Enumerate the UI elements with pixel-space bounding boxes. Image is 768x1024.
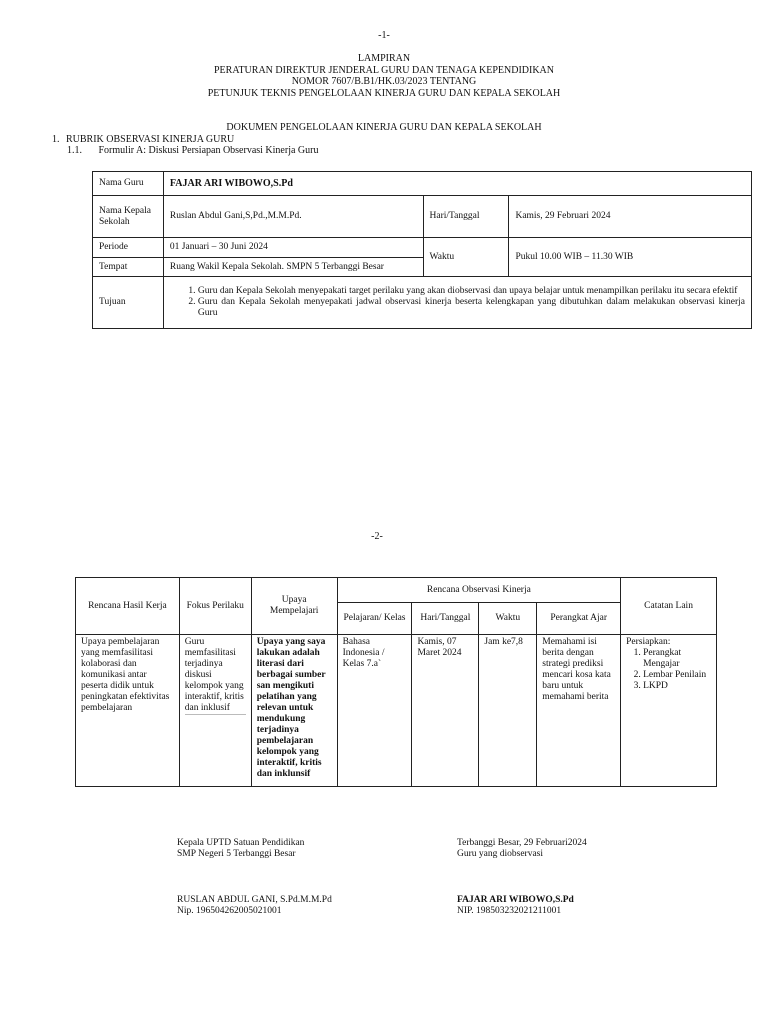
hari-tanggal-label: Hari/Tanggal: [423, 196, 509, 238]
periode-label: Periode: [93, 238, 164, 258]
cell-rencana-hasil: Upaya pembelajaran yang memfasilitasi kolaborasi dan komunikasi antar peserta didik untuk peningkatan efektivitas pembelajaran: [76, 635, 180, 787]
regulation-line-2: NOMOR 7607/B.B1/HK.03/2023 TENTANG: [291, 76, 477, 87]
cell-perangkat: Memahami isi berita dengan strategi prediksi mencari kosa kata baru untuk memahami berita: [537, 635, 621, 787]
tujuan-value: [163, 277, 751, 329]
row-tujuan: [93, 277, 752, 329]
left-title-line-2: SMP Negeri 5 Terbanggi Besar: [177, 849, 296, 859]
tujuan-item: 1. Guru dan Kepala Sekolah menyepakati target perilaku yang akan diobservasi dan upaya belajar untuk menampilkan perilaku itu secara efektif: [198, 286, 745, 297]
document-title: DOKUMEN PENGELOLAAN KINERJA GURU DAN KEPALA SEKOLAH: [226, 122, 542, 133]
cell-pelajaran: Bahasa Indonesia / Kelas 7.a`: [337, 635, 412, 787]
section-heading: [52, 134, 234, 146]
tempat-label: Tempat: [93, 258, 164, 277]
page-number-2: -2-: [371, 531, 383, 542]
header-fokus-perilaku: Fokus Perilaku: [179, 578, 251, 635]
header-pelajaran: Pelajaran/ Kelas: [337, 603, 412, 635]
signature-left-name-block: [177, 895, 332, 917]
left-signer-nip: Nip. 196504262005021001: [177, 906, 282, 916]
regulation-line-1: PERATURAN DIREKTUR JENDERAL GURU DAN TENAGA KEPENDIDIKAN: [214, 64, 554, 76]
observasi-plan-table: [75, 577, 717, 787]
signature-right-name-block: [457, 895, 574, 917]
catatan-item: 3. LKPD: [643, 681, 711, 692]
tujuan-list: [170, 286, 745, 319]
nama-guru-label: Nama Guru: [93, 172, 164, 196]
subsection-heading: [67, 145, 318, 157]
section-title: RUBRIK OBSERVASI KINERJA GURU: [66, 134, 235, 145]
signature-right-title: [457, 838, 587, 860]
catatan-item: 1. Perangkat Mengajar: [643, 648, 711, 670]
formulir-a-table: [92, 171, 752, 329]
lampiran-label: LAMPIRAN: [357, 53, 411, 64]
cell-fokus-perilaku: [179, 635, 251, 787]
tujuan-label: Tujuan: [93, 277, 164, 329]
signature-left-title: [177, 838, 304, 860]
subsection-number: 1.1.: [67, 145, 82, 156]
header-hari: Hari/Tanggal: [412, 603, 479, 635]
header-perangkat: Perangkat Ajar: [537, 603, 621, 635]
section-number: 1.: [52, 134, 60, 145]
page-number: -1-: [378, 30, 390, 41]
header-rencana-observasi: Rencana Observasi Kinerja: [337, 578, 621, 603]
row-nama-guru: [93, 172, 752, 196]
left-signer-name: RUSLAN ABDUL GANI, S.Pd.M.M.Pd: [177, 895, 332, 905]
tempat-value: Ruang Wakil Kepala Sekolah. SMPN 5 Terbanggi Besar: [163, 258, 423, 277]
nama-guru-value: FAJAR ARI WIBOWO,S.Pd: [163, 172, 751, 196]
cell-hari: Kamis, 07 Maret 2024: [412, 635, 479, 787]
kepala-sekolah-label: Nama Kepala Sekolah: [93, 196, 164, 238]
regulation-line-3: PETUNJUK TEKNIS PENGELOLAAN KINERJA GURU DAN KEPALA SEKOLAH: [207, 87, 561, 99]
catatan-intro: Persiapkan:: [626, 637, 671, 647]
hari-tanggal-value: Kamis, 29 Februari 2024: [509, 196, 752, 238]
waktu-value: Pukul 10.00 WIB – 11.30 WIB: [509, 238, 752, 277]
right-title-line-2: Guru yang diobservasi: [457, 849, 544, 859]
right-title-line-1: Terbanggi Besar, 29 Februari2024: [457, 838, 587, 848]
row-kepala-sekolah: [93, 196, 752, 238]
cell-catatan: [621, 635, 717, 787]
right-signer-nip: NIP. 198503232021211001: [457, 906, 562, 916]
header-waktu: Waktu: [479, 603, 537, 635]
subsection-title: Formulir A: Diskusi Persiapan Observasi Kinerja Guru: [98, 145, 319, 156]
table-row: [76, 635, 717, 787]
lampiran-heading: [0, 53, 768, 99]
catatan-list: [626, 648, 711, 692]
left-title-line-1: Kepala UPTD Satuan Pendidikan: [177, 838, 305, 848]
fokus-text: Guru memfasilitasi terjadinya diskusi kelompok yang interaktif, kritis dan inklusif: [184, 637, 244, 713]
tujuan-item: 2. Guru dan Kepala Sekolah menyepakati jadwal observasi kinerja beserta kelengkapan yang dibutuhkan dalam melakukan observasi kinerja Guru: [198, 297, 745, 319]
cell-waktu: Jam ke7,8: [479, 635, 537, 787]
catatan-item: 2. Lembar Penilain: [643, 670, 711, 681]
header-upaya: Upaya Mempelajari: [251, 578, 337, 635]
header-catatan: Catatan Lain: [621, 578, 717, 635]
row-periode: [93, 238, 752, 258]
right-signer-name: FAJAR ARI WIBOWO,S.Pd: [457, 895, 574, 905]
header-row-1: [76, 578, 717, 603]
kepala-sekolah-value: Ruslan Abdul Gani,S,Pd.,M.M.Pd.: [163, 196, 423, 238]
cell-upaya: Upaya yang saya lakukan adalah literasi dari berbagai sumber san mengikuti pelatihan yang relevan untuk mendukung terjadinya pembelajaran kelompok yang interaktif, kritis dan inklunsif: [251, 635, 337, 787]
waktu-label: Waktu: [423, 238, 509, 277]
periode-value: 01 Januari – 30 Juni 2024: [163, 238, 423, 258]
header-rencana-hasil: Rencana Hasil Kerja: [76, 578, 180, 635]
